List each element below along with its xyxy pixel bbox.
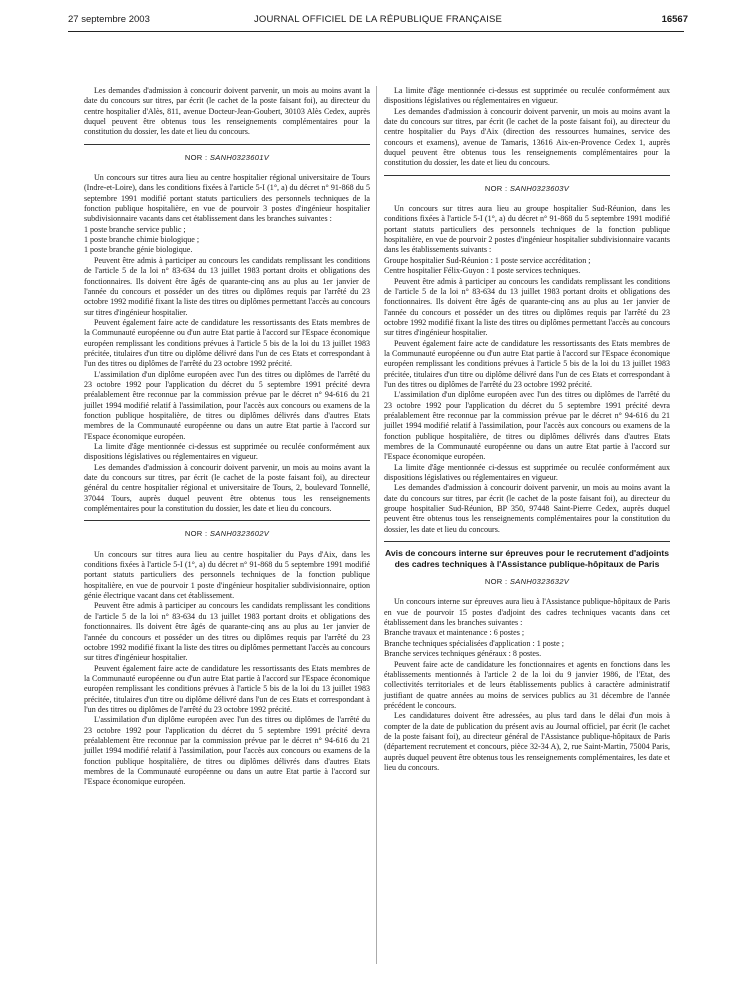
paragraph: La limite d'âge mentionnée ci-dessus est supprimée ou reculée conformément aux dispositions législatives ou réglementaires en vigueur. — [384, 86, 670, 106]
nor-label: NOR : — [484, 183, 508, 193]
separator — [384, 175, 670, 176]
paragraph: Les demandes d'admission à concourir doivent parvenir, un mois au moins avant la date du concours sur titres, par écrit (le cachet de la poste faisant foi), au directeur du centre hospitalier du Pays d'Aix (direction des ressources humaines, service des concours et examens), avenue de Tamaris, 13616 Aix-en-Provence Cedex 1, auprès duquel peuvent être obtenus tous les renseignements complémentaires pour la constitution du dossier, les date et lieu du concours. — [384, 106, 670, 168]
paragraph: Peuvent être admis à participer au concours les candidats remplissant les conditions de l'article 5 de la loi n° 83-634 du 13 juillet 1983 portant droits et obligations des fonctionnaires. Ils doivent être âgés de quarante-cinq ans au plus au 1er janvier de l'année du concours et posséder un des titres ou diplômes requis par l'arrêté du 23 octobre 1992 modifié fixant la liste des titres ou diplômes permettant l'accès au concours sur titres d'ingénieur hospitalier. — [384, 276, 670, 338]
page-header — [68, 14, 688, 28]
list-item: Branche travaux et maintenance : 6 postes ; — [384, 628, 525, 638]
journal-title: JOURNAL OFFICIEL DE LA RÉPUBLIQUE FRANÇAISE — [253, 14, 503, 25]
paragraph: Peuvent également faire acte de candidature les ressortissants des Etats membres de la Communauté européenne ou d'un autre Etat partie à l'accord sur l'Espace économique européen remplissant les conditions prévues à l'article 5 bis de la loi du 13 juillet 1983 précitée, titulaires d'un titre ou diplôme délivré dans l'un de ces Etats et correspondant à l'un des titres ou diplômes de l'arrêté du 23 octobre 1992 précité. — [84, 317, 370, 369]
nor-reference — [384, 577, 670, 587]
paragraph: Les demandes d'admission à concourir doivent parvenir, un mois au moins avant la date du concours sur titres, par écrit (le cachet de la poste faisant foi), au directeur du groupe hospitalier Sud-Réunion, BP 350, 97448 Saint-Pierre Cedex, auprès duquel peuvent être obtenus tous les renseignements complémentaires pour la constitution du dossier, les date et lieu du concours. — [384, 483, 670, 534]
notice-title: Avis de concours interne sur épreuves pour le recrutement d'adjoints des cadres techniques à l'Assistance publique-hôpitaux de Paris — [385, 548, 669, 569]
nor-reference — [384, 184, 670, 194]
nor-code: SANH0323601V — [209, 152, 270, 162]
nor-reference — [84, 153, 370, 163]
column-divider — [376, 86, 377, 964]
paragraph: Un concours sur titres aura lieu au centre hospitalier du Pays d'Aix, dans les conditions fixées à l'article 5-I (1°, a) du décret n° 91-868 du 5 septembre 1991 modifié portant statuts particuliers des personnels techniques de la fonction publique hospitalière, en vue de pourvoir 1 poste d'ingénieur hospitalier subdivisionnaire, option génie électrique vacant dans cet établissement. — [84, 549, 370, 601]
list-item: 1 poste branche génie biologique. — [84, 245, 193, 255]
paragraph: Peuvent faire acte de candidature les fonctionnaires et agents en fonctions dans les établissements mentionnés à l'article 2 de la loi du 9 janvier 1986, de l'Etat, des collectivités territoriales et de leurs établissements publics à caractère administratif justifiant de quatre années au moins de services publics au 31 décembre de l'année précédent le concours. — [384, 659, 670, 710]
paragraph: Les candidatures doivent être adressées, au plus tard dans le délai d'un mois à compter de la date de publication du présent avis au Journal officiel, par écrit (le cachet de la poste faisant foi), au directeur général de l'Assistance publique-hôpitaux de Paris (département recrutement et concours, pièce 32-34 A), 2, rue Saint-Martin, 75004 Paris, auprès duquel peuvent être obtenus tous les renseignements complémentaires, les date et lieu du concours. — [384, 711, 670, 772]
paragraph: Peuvent être admis à participer au concours les candidats remplissant les conditions de l'article 5 de la loi n° 83-634 du 13 juillet 1983 portant droits et obligations des fonctionnaires. Ils doivent être âgés de quarante-cinq ans au plus au 1er janvier de l'année du concours et posséder un des titres ou diplômes requis par l'arrêté du 23 octobre 1992 modifié fixant la liste des titres ou diplômes permettant l'accès au concours sur titres d'ingénieur hospitalier. — [84, 255, 370, 317]
list-item: Branche techniques spécialisées d'application : 1 poste ; — [384, 638, 564, 648]
separator — [384, 541, 670, 542]
paragraph: L'assimilation d'un diplôme européen avec l'un des titres ou diplômes de l'arrêté du 23 octobre 1992 pour l'application du décret du 5 septembre 1991 précité devra préalablement être reconnue par la commission prévue par le décret n° 94-616 du 21 juillet 1994 modifié relatif à l'assimilation, pour l'accès aux concours ou examens de la fonction publique hospitalière, de titres ou diplômes délivrés dans d'autres Etats membres de la Communauté européenne ou dans un autre Etat partie à l'accord sur l'Espace économique européen. — [384, 390, 670, 462]
paragraph: L'assimilation d'un diplôme européen avec l'un des titres ou diplômes de l'arrêté du 23 octobre 1992 pour l'application du décret du 5 septembre 1991 précité devra préalablement être reconnue par la commission prévue par le décret n° 94-616 du 21 juillet 1994 modifié relatif à l'assimilation, pour l'accès aux concours ou examens de la fonction publique hospitalière, de titres ou diplômes délivrés dans d'autres Etats membres de la Communauté européenne ou dans un autre Etat partie à l'accord sur l'Espace économique européen. — [84, 369, 370, 441]
paragraph: Un concours sur titres aura lieu au groupe hospitalier Sud-Réunion, dans les conditions fixées à l'article 5-I (1°, a) du décret n° 91-868 du 5 septembre 1991 modifié portant statuts particuliers des personnels techniques de la fonction publique hospitalière, en vue de pourvoir 2 postes d'ingénieur hospitalier subdivisionnaire vacants dans les établissements suivants : — [384, 204, 670, 255]
paragraph: Peuvent également faire acte de candidature les ressortissants des Etats membres de la Communauté européenne ou d'un autre Etat partie à l'accord sur l'Espace économique européen remplissant les conditions prévues à l'article 5 bis de la loi du 13 juillet 1983 précitée, titulaires d'un titre ou diplôme délivré dans l'un de ces Etats et correspondant à l'un des titres ou diplômes de l'arrêté du 23 octobre 1992 précité. — [84, 663, 370, 714]
paragraph: Un concours interne sur épreuves aura lieu à l'Assistance publique-hôpitaux de Paris en vue de pourvoir 15 postes d'adjoint des cadres techniques vacants dans cet établissement dans les branches suivantes : — [384, 597, 670, 628]
header-date: 27 septembre 2003 — [68, 14, 150, 25]
paragraph: Les demandes d'admission à concourir doivent parvenir, un mois au moins avant la date du concours sur titres, par écrit (le cachet de la poste faisant foi), au directeur général du centre hospitalier régional et universitaire de Tours, 2, boulevard Tonnellé, 37044 Tours, auprès duquel peuvent être obtenus tous les renseignements complémentaires pour la constitution du dossier, les date et lieu du concours. — [84, 462, 370, 514]
nor-reference — [84, 529, 370, 539]
nor-code: SANH0323603V — [509, 183, 570, 193]
paragraph: Peuvent également faire acte de candidature les ressortissants des Etats membres de la Communauté européenne ou d'un autre Etat partie à l'accord sur l'Espace économique européen remplissant les conditions prévues à l'article 5 bis de la loi du 13 juillet 1983 précitée, titulaires d'un titre ou diplôme délivré dans l'un de ces Etats et correspondant à l'un des titres ou diplômes de l'arrêté du 23 octobre 1992 précité. — [384, 338, 670, 389]
nor-label: NOR : — [184, 152, 208, 162]
nor-code: SANH0323632V — [509, 577, 570, 587]
list-item: Centre hospitalier Félix-Guyon : 1 poste services techniques. — [384, 266, 581, 276]
list-item: Branche services techniques généraux : 8 postes. — [384, 649, 542, 659]
right-column — [384, 86, 670, 773]
paragraph: Un concours sur titres aura lieu au centre hospitalier régional universitaire de Tours (Indre-et-Loire), dans les conditions fixées à l'article 5-I (1°, a) du décret n° 91-868 du 5 septembre 1991 modifié portant statuts particuliers des personnels techniques de la fonction publique hospitalière, en vue de pourvoir 3 postes d'ingénieur hospitalier subdivisionnaire vacants dans cet établissement dans les branches suivantes : — [84, 173, 370, 224]
nor-code: SANH0323602V — [209, 529, 270, 539]
list-item: 1 poste branche service public ; — [84, 224, 186, 234]
nor-label: NOR : — [484, 577, 508, 587]
paragraph: L'assimilation d'un diplôme européen avec l'un des titres ou diplômes de l'arrêté du 23 octobre 1992 pour l'application du décret du 5 septembre 1991 précité devra préalablement être reconnue par la commission prévue par le décret n° 94-616 du 21 juillet 1994 modifié relatif à l'assimilation, pour l'accès aux concours ou examens de la fonction publique hospitalière, de titres ou diplômes délivrés dans d'autres Etats membres de la Communauté européenne ou dans un autre Etat partie à l'accord sur l'Espace économique européen. — [84, 715, 370, 787]
list-item: Groupe hospitalier Sud-Réunion : 1 poste service accréditation ; — [384, 255, 591, 265]
paragraph: Peuvent être admis à participer au concours les candidats remplissant les conditions de l'article 5 de la loi n° 83-634 du 13 juillet 1983 portant droits et obligations des fonctionnaires. Ils doivent être âgés de quarante-cinq ans au plus au 1er janvier de l'année du concours et posséder un des titres ou diplômes requis par l'arrêté du 23 octobre 1992 modifié fixant la liste des titres ou diplômes permettant l'accès au concours sur titres d'ingénieur hospitalier. — [84, 601, 370, 663]
paragraph: La limite d'âge mentionnée ci-dessus est supprimée ou reculée conformément aux dispositions législatives ou réglementaires en vigueur. — [384, 462, 670, 483]
paragraph: La limite d'âge mentionnée ci-dessus est supprimée ou reculée conformément aux dispositions législatives ou réglementaires en vigueur. — [84, 442, 370, 462]
nor-label: NOR : — [184, 529, 208, 539]
list-item: 1 poste branche chimie biologique ; — [84, 235, 200, 245]
separator — [84, 144, 370, 145]
separator — [84, 520, 370, 521]
left-column — [84, 86, 370, 788]
page-number: 16567 — [661, 14, 688, 25]
paragraph: Les demandes d'admission à concourir doivent parvenir, un mois au moins avant la date du concours sur titres, par écrit (le cachet de la poste faisant foi), au directeur du centre hospitalier d'Alès, 811, avenue Docteur-Jean-Goubert, 30103 Alès Cedex, auprès duquel peuvent être obtenus tous les renseignements complémentaires pour la constitution du dossier, les date et lieu du concours. — [84, 86, 370, 137]
header-rule — [68, 31, 684, 32]
